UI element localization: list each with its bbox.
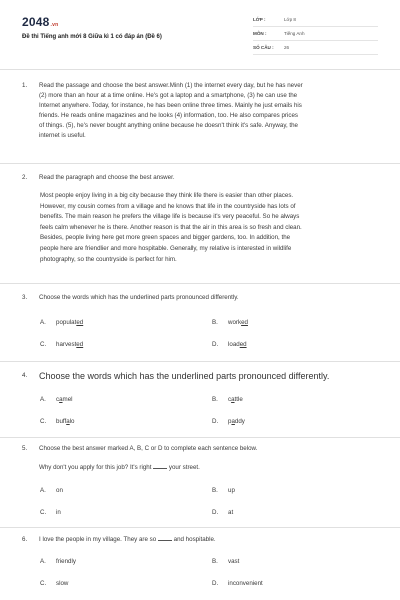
- option-c[interactable]: [40, 579, 68, 589]
- passage-line: internet is useful.: [39, 132, 86, 139]
- meta-key: MÔN :: [253, 31, 267, 36]
- word-part: work: [228, 319, 242, 326]
- answer-blank: [158, 535, 172, 541]
- meta-table: [253, 13, 378, 55]
- sentence-part: I love the people in my village. They are so: [39, 536, 157, 543]
- sentence-part: Why don't you apply for this job? It's right: [39, 464, 152, 471]
- sentence-text: [39, 463, 382, 473]
- question-2: [22, 173, 382, 183]
- option-text: [228, 319, 248, 326]
- option-letter: C.: [40, 418, 47, 425]
- question-number: 1.: [22, 82, 28, 89]
- underlined-part: a: [231, 418, 235, 425]
- option-text: [56, 319, 83, 326]
- question-5-sentence: [22, 463, 382, 473]
- question-6: [22, 535, 382, 545]
- page-header: [0, 0, 400, 64]
- word-part: ddy: [234, 418, 245, 425]
- option-a[interactable]: [40, 395, 73, 405]
- question-3: [22, 293, 382, 303]
- option-text: at: [228, 509, 234, 516]
- passage-line: feels calm whenever he is there. Another reason is that the air in this area is so fresh and clean.: [40, 223, 302, 231]
- passage-line: of things. (5), he's never bought anything online because he doesn't think it's safe. Anyway, the: [39, 122, 298, 129]
- option-letter: D.: [212, 509, 219, 516]
- word-part: p: [228, 418, 232, 425]
- option-letter: C.: [40, 341, 47, 348]
- option-a[interactable]: [40, 318, 83, 328]
- question-number: 6.: [22, 536, 28, 543]
- option-letter: D.: [212, 341, 219, 348]
- question-1: [22, 81, 382, 141]
- option-letter: B.: [212, 319, 218, 326]
- option-text: [56, 341, 83, 348]
- passage-line: people here are friendlier and more hospitable. Generally, my relative is interested in wildlife: [40, 244, 292, 252]
- meta-row-subject: [253, 27, 378, 41]
- meta-key: LỚP :: [253, 17, 266, 22]
- question-text: Choose the words which has the underlined parts pronounced differently.: [39, 294, 239, 301]
- underlined-part: ed: [76, 319, 84, 326]
- word-part: c: [228, 396, 232, 403]
- word-part: populat: [56, 319, 77, 326]
- question-divider: [0, 527, 400, 528]
- question-2-passage: [40, 191, 380, 265]
- question-number: 5.: [22, 445, 28, 452]
- option-text: vast: [228, 558, 240, 565]
- passage-line: However, my cousin comes from a village and he knows that life in the countryside has lots of: [40, 202, 296, 210]
- option-text: [228, 341, 247, 348]
- word-part: c: [56, 396, 60, 403]
- question-number: 2.: [22, 174, 28, 181]
- passage-line: (2) more than an hour at a time online. He's got a laptop and a smartphone, (3) he can use the: [39, 92, 298, 99]
- question-text: Choose the words which has the underlined parts pronounced differently.: [39, 371, 330, 381]
- passage-line: Read the passage and choose the best answer.Minh (1) the internet every day, but he has never: [39, 82, 303, 89]
- underlined-part: ed: [241, 319, 248, 326]
- sentence-part: your street.: [168, 464, 200, 471]
- passage-line: Besides, people living here get more green spaces and bigger gardens, too. In addition, the: [40, 234, 291, 242]
- logo-tld: .vn: [50, 22, 59, 28]
- option-letter: C.: [40, 509, 47, 516]
- site-logo[interactable]: [22, 15, 58, 29]
- passage-line: benefits. The main reason he prefers the village life is because it's very peaceful. So he always: [40, 213, 300, 221]
- question-divider: [0, 163, 400, 164]
- passage-line: Internet anywhere. Today, for instance, he has been online three times. Mainly he just emails his: [39, 102, 302, 109]
- option-d[interactable]: [212, 417, 245, 427]
- question-number: 4.: [22, 372, 28, 379]
- passage-line: Most people enjoy living in a big city because they think life there is easier than other places.: [40, 192, 294, 199]
- meta-key: SỐ CÂU :: [253, 45, 274, 50]
- option-text: in: [56, 509, 61, 516]
- option-d[interactable]: [212, 579, 263, 589]
- option-c[interactable]: [40, 417, 75, 427]
- question-text: Choose the best answer marked A, B, C or D to complete each sentence below.: [39, 445, 258, 452]
- option-b[interactable]: [212, 318, 248, 328]
- option-letter: A.: [40, 487, 46, 494]
- word-part: buff: [56, 418, 67, 425]
- question-4: [22, 370, 382, 382]
- word-part: load: [228, 341, 240, 348]
- underlined-part: a: [66, 418, 70, 425]
- meta-value: Lớp 8: [284, 17, 296, 22]
- option-a[interactable]: [40, 486, 63, 496]
- option-b[interactable]: [212, 395, 243, 405]
- option-letter: D.: [212, 580, 219, 587]
- option-letter: B.: [212, 558, 218, 565]
- option-letter: C.: [40, 580, 47, 587]
- option-text: [228, 396, 243, 403]
- option-b[interactable]: [212, 557, 239, 567]
- option-text: on: [56, 487, 63, 494]
- option-letter: A.: [40, 319, 46, 326]
- answer-blank: [153, 463, 167, 469]
- option-text: [56, 396, 73, 403]
- question-divider: [0, 283, 400, 284]
- question-divider: [0, 437, 400, 438]
- question-text: [39, 535, 382, 545]
- option-d[interactable]: [212, 508, 233, 518]
- meta-row-class: [253, 13, 378, 27]
- word-part: mel: [62, 396, 73, 403]
- question-number: 3.: [22, 294, 28, 301]
- underlined-part: a: [59, 396, 63, 403]
- option-letter: A.: [40, 396, 46, 403]
- option-c[interactable]: [40, 340, 83, 350]
- word-part: ttle: [234, 396, 243, 403]
- option-d[interactable]: [212, 340, 247, 350]
- option-letter: B.: [212, 396, 218, 403]
- underlined-part: ed: [76, 341, 84, 348]
- option-text: up: [228, 487, 235, 494]
- logo-text: 2048: [22, 15, 50, 29]
- option-letter: D.: [212, 418, 219, 425]
- option-text: slow: [56, 580, 69, 587]
- question-text: Read the paragraph and choose the best answer.: [39, 174, 175, 181]
- passage-line: friends. He reads online magazines and he looks (4) information, too. He also compares prices: [39, 112, 298, 119]
- meta-value: 26: [284, 45, 290, 50]
- meta-row-count: [253, 41, 378, 55]
- question-5: [22, 444, 382, 454]
- word-part: harvest: [56, 341, 77, 348]
- underlined-part: ed: [239, 341, 247, 348]
- question-divider: [0, 361, 400, 362]
- sentence-part: and hospitable.: [173, 536, 216, 543]
- question-text: [39, 81, 382, 141]
- meta-value: Tiếng Anh: [284, 31, 305, 36]
- option-c[interactable]: [40, 508, 61, 518]
- option-text: inconvenient: [228, 580, 263, 587]
- option-text: [228, 418, 245, 425]
- header-divider: [0, 69, 400, 70]
- passage-line: photography, so the countryside is perfect for him.: [40, 255, 177, 263]
- option-letter: A.: [40, 558, 46, 565]
- word-part: lo: [69, 418, 75, 425]
- option-b[interactable]: [212, 486, 235, 496]
- underlined-part: a: [231, 396, 235, 403]
- document-title: Đề thi Tiếng anh mới 8 Giữa kì 1 có đáp án (Đề 6): [22, 34, 162, 40]
- option-letter: B.: [212, 487, 218, 494]
- option-text: [56, 418, 75, 425]
- option-text: friendly: [56, 558, 76, 565]
- option-a[interactable]: [40, 557, 76, 567]
